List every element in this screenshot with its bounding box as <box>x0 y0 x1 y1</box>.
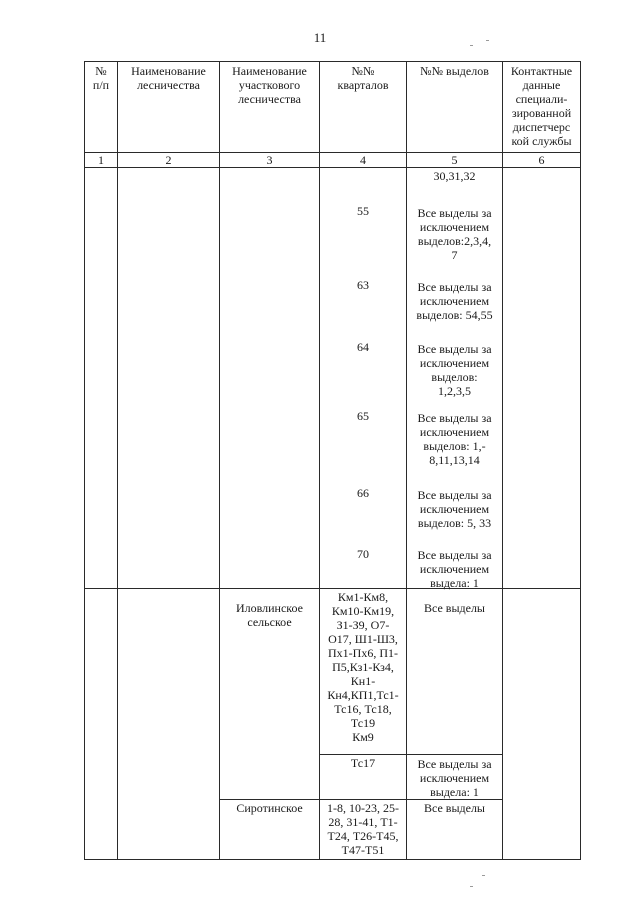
kvartal-number: 66 <box>357 486 369 500</box>
vydel-text: Все выделы за исключением выделов: 54,55 <box>416 280 493 322</box>
header-forestry: Наименование лесничества <box>118 62 220 153</box>
ilovlinskoe-row-1 <box>85 589 581 755</box>
page-number: 11 <box>313 30 327 45</box>
kvartal-number: 65 <box>357 409 369 423</box>
vydel-text: Все выделы за исключением выделов: 1,2,3,5 <box>417 342 492 398</box>
column-number: 2 <box>118 153 220 168</box>
kvartal-number: 55 <box>357 204 369 218</box>
vydely-ilovlinskoe-1: Все выделы <box>407 589 503 755</box>
kvartal-number: 63 <box>357 278 369 292</box>
vydel-text: Все выделы за исключением выделов:2,3,4, 7 <box>417 206 492 262</box>
district-sirotinskoe: Сиротинское <box>220 800 320 860</box>
vydel-text: Все выделы за исключением выделов: 5, 33 <box>417 488 492 530</box>
header-kvartaly: №№ кварталов <box>320 62 407 153</box>
vydely-ilovlinskoe-2: Все выделы за исключением выдела: 1 <box>407 755 503 800</box>
kvartal-number: 70 <box>357 547 369 561</box>
kvartal-number: 64 <box>357 340 369 354</box>
column-number: 6 <box>503 153 581 168</box>
header-district-forestry: Наименование участкового лесничества <box>220 62 320 153</box>
header-contacts: Контактные данные специали- зированной диспетчерс кой службы <box>503 62 581 153</box>
column-number: 3 <box>220 153 320 168</box>
column-number: 1 <box>85 153 118 168</box>
vydel-text: Все выделы за исключением выдела: 1 <box>417 548 492 590</box>
column-number: 4 <box>320 153 407 168</box>
forest-table <box>84 61 581 860</box>
kvartaly-cell <box>320 168 407 589</box>
kvartaly-ilovlinskoe-2: Тс17 <box>320 755 407 800</box>
column-number: 5 <box>407 153 503 168</box>
district-ilovlinskoe: Иловлинское сельское <box>220 589 320 800</box>
kvartaly-ilovlinskoe-1: Км1-Км8, Км10-Км19, З1-З9, О7- О17, Ш1-Ш3, Пх1-Пх6, П1- П5,Кз1-Кз4, Кн1- Кн4,КП1,Тс1- Тс16, Тс18, Тс19 Км9 <box>320 589 407 755</box>
vydely-cell <box>407 168 503 589</box>
continuation-row <box>85 168 581 589</box>
header-num: № п/п <box>85 62 118 153</box>
vydel-text: Все выделы за исключением выделов: 1,- 8,11,13,14 <box>417 411 492 467</box>
vydely-sirotinskoe: Все выделы <box>407 800 503 860</box>
column-numbers-row <box>85 153 581 168</box>
vydel-text: 30,31,32 <box>433 169 476 183</box>
kvartaly-sirotinskoe: 1-8, 10-23, 25- 28, 31-41, Т1- Т24, Т26-Т45, Т47-Т51 <box>320 800 407 860</box>
header-vydely: №№ выделов <box>407 62 503 153</box>
